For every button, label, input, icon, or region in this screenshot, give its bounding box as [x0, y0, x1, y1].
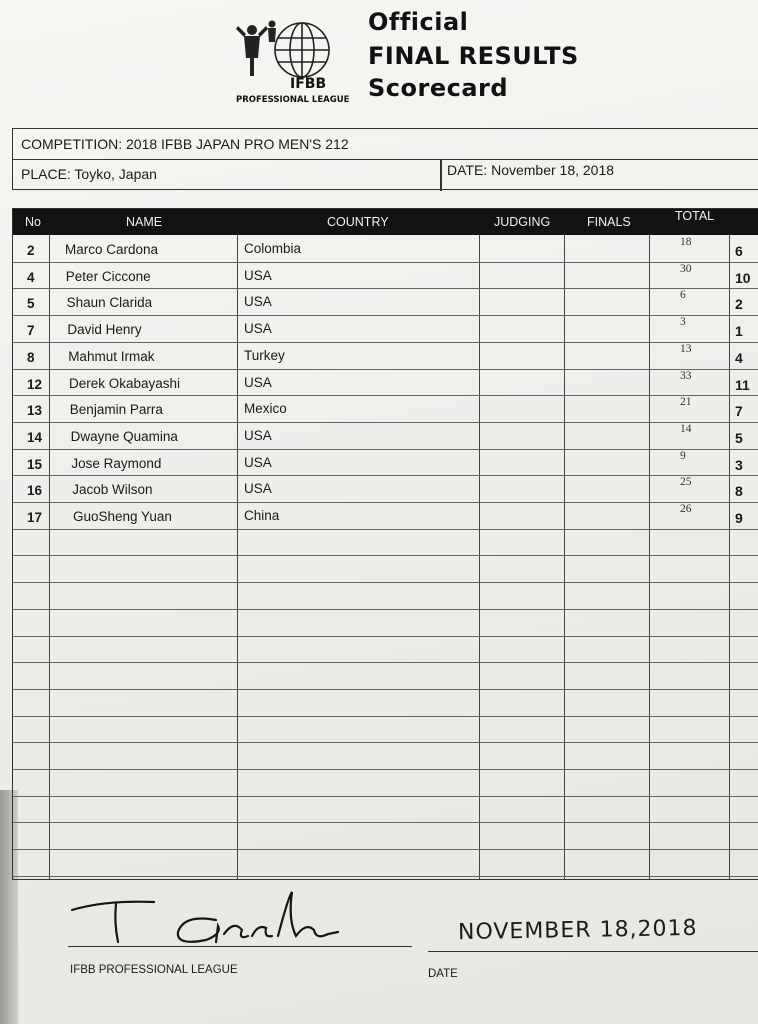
col-no: No: [25, 215, 41, 229]
competitor-name: Peter Ciccone: [65, 268, 151, 284]
competitor-number: 8: [27, 349, 35, 365]
competitor-country: USA: [244, 481, 272, 497]
title-scorecard: Scorecard: [368, 74, 509, 102]
row-divider: [13, 262, 758, 263]
final-placing: 9: [735, 510, 743, 526]
total-score: 3: [680, 316, 686, 329]
competitor-country: USA: [244, 294, 272, 310]
competitor-number: 2: [27, 243, 35, 258]
row-divider: [13, 742, 758, 743]
row-divider: [13, 288, 758, 289]
col-country: COUNTRY: [327, 215, 389, 229]
final-placing: 1: [735, 323, 743, 340]
competitor-number: 5: [27, 296, 35, 312]
handwritten-date: NOVEMBER 18,2018: [457, 915, 698, 946]
total-score: 33: [680, 369, 692, 382]
total-score: 21: [680, 396, 692, 409]
final-placing: 2: [735, 296, 743, 313]
competitor-number: 15: [27, 456, 43, 472]
competition-info-box: [12, 128, 758, 190]
competitor-name: Dwayne Quamina: [70, 428, 178, 444]
competitor-name: Shaun Clarida: [66, 295, 153, 311]
final-placing: 6: [735, 243, 743, 259]
row-divider: [13, 395, 758, 396]
place-field: PLACE: Toyko, Japan: [21, 166, 157, 182]
total-score: 30: [680, 262, 692, 275]
results-table: [12, 208, 758, 880]
table-header: [13, 209, 758, 235]
row-divider: [13, 449, 758, 450]
total-score: 26: [680, 503, 692, 515]
column-divider: [237, 235, 238, 879]
final-placing: 5: [735, 429, 743, 446]
competitor-name: Jacob Wilson: [72, 482, 153, 498]
col-name: NAME: [126, 215, 163, 229]
row-divider: [13, 636, 758, 637]
row-divider: [13, 475, 758, 476]
column-divider: [479, 235, 480, 879]
competitor-country: Mexico: [244, 401, 287, 417]
competition-field: COMPETITION: 2018 IFBB JAPAN PRO MEN'S 212: [21, 136, 349, 152]
competitor-country: USA: [244, 321, 272, 337]
row-divider: [13, 555, 758, 556]
competitor-number: 16: [27, 483, 43, 499]
total-score: 9: [680, 449, 686, 462]
row-divider: [13, 849, 758, 850]
date-line: [428, 951, 758, 952]
column-divider: [729, 235, 730, 879]
competitor-country: USA: [244, 374, 272, 390]
competitor-country: USA: [244, 427, 272, 443]
competitor-number: 17: [27, 510, 43, 525]
row-divider: [13, 502, 758, 503]
final-placing: 4: [735, 349, 743, 366]
competitor-number: 4: [27, 269, 35, 285]
competitor-name: Jose Raymond: [71, 455, 162, 471]
row-divider: [13, 529, 758, 530]
row-divider: [13, 662, 758, 663]
col-judging: JUDGING: [494, 215, 551, 229]
competitor-name: Mahmut Irmak: [68, 348, 155, 364]
total-score: 14: [680, 422, 692, 435]
competitor-number: 12: [27, 376, 43, 392]
signature-line: [68, 946, 412, 947]
final-placing: 10: [735, 269, 751, 286]
final-placing: 8: [735, 483, 743, 500]
total-score: 18: [680, 236, 692, 248]
ifbb-logo: [232, 12, 360, 106]
competitor-name: David Henry: [67, 322, 142, 338]
row-divider: [13, 369, 758, 370]
final-placing: 11: [735, 376, 750, 393]
total-score: 25: [680, 476, 692, 489]
column-divider: [649, 235, 650, 879]
competitor-country: China: [244, 508, 280, 523]
title-final-results: FINAL RESULTS: [368, 42, 579, 70]
date-field: DATE: November 18, 2018: [447, 162, 615, 178]
row-divider: [13, 609, 758, 610]
svg-text:IFBB: IFBB: [290, 76, 327, 92]
competitor-name: GuoSheng Yuan: [73, 509, 172, 524]
final-placing: 3: [735, 456, 743, 473]
signature-label: IFBB PROFESSIONAL LEAGUE: [70, 964, 238, 976]
row-divider: [13, 769, 758, 770]
competitor-country: USA: [244, 454, 272, 470]
competitor-number: 7: [27, 323, 35, 339]
competitor-country: Turkey: [244, 347, 285, 363]
row-divider: [13, 796, 758, 797]
col-total: TOTAL: [675, 209, 715, 223]
competitor-name: Derek Okabayashi: [69, 375, 181, 391]
svg-text:PROFESSIONAL LEAGUE: PROFESSIONAL LEAGUE: [236, 95, 350, 105]
final-placing: 7: [735, 403, 743, 420]
competitor-number: 14: [27, 429, 43, 445]
col-finals: FINALS: [587, 215, 631, 229]
column-divider: [564, 235, 565, 879]
competitor-name: Marco Cardona: [65, 242, 159, 257]
handwritten-signature: [66, 880, 346, 952]
row-divider: [13, 315, 758, 316]
row-divider: [13, 716, 758, 717]
competitor-country: USA: [244, 267, 272, 283]
row-divider: [13, 822, 758, 823]
row-divider: [13, 689, 758, 690]
row-divider: [13, 582, 758, 583]
competitor-number: 13: [27, 403, 43, 419]
row-divider: [13, 342, 758, 343]
total-score: 13: [680, 342, 692, 355]
column-divider: [49, 235, 50, 879]
row-divider: [13, 422, 758, 423]
date-label: DATE: [428, 968, 458, 980]
competitor-country: Colombia: [244, 241, 302, 256]
competitor-name: Benjamin Parra: [69, 402, 163, 418]
title-official: Official: [368, 8, 469, 36]
total-score: 6: [680, 289, 686, 302]
row-divider: [13, 876, 758, 877]
